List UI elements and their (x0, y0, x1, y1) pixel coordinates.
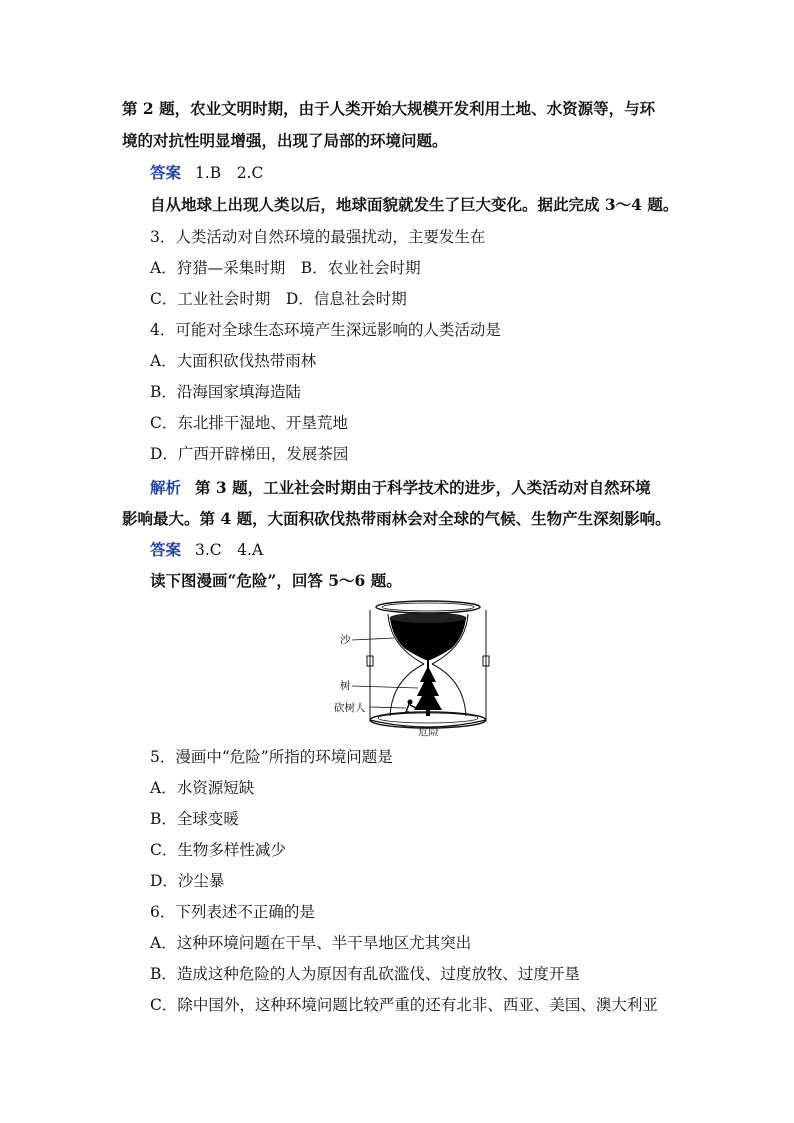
question-4-option-b: B．沿海国家填海造陆 (150, 383, 301, 401)
label-tree-cutter: 砍树人 (334, 702, 366, 714)
question-5-option-a: A．水资源短缺 (150, 779, 255, 797)
figure-caption: 危险 (418, 726, 439, 738)
label-tree: 树 (340, 680, 351, 692)
answer-text: 3.C 4.A (195, 541, 264, 559)
question-4-option-c: C．东北排干湿地、开垦荒地 (150, 414, 348, 432)
question-6: 6．下列表述不正确的是 (150, 903, 315, 921)
analysis-text: 第 3 题，工业社会时期由于科学技术的进步，人类活动对自然环境 (195, 478, 651, 497)
intro-questions-5-6: 读下图漫画“危险”，回答 5～6 题。 (150, 571, 402, 590)
answer-label: 答案 (150, 163, 182, 182)
question-6-option-c: C．除中国外，这种环境问题比较严重的还有北非、西亚、美国、澳大利亚 (150, 996, 658, 1014)
explanation-line-1: 第 2 题，农业文明时期，由于人类开始大规模开发利用土地、水资源等，与环 (122, 99, 656, 118)
question-3: 3．人类活动对自然环境的最强扰动，主要发生在 (150, 228, 486, 246)
question-4-option-a: A．大面积砍伐热带雨林 (150, 352, 317, 370)
answer-label: 答案 (150, 540, 182, 559)
answer-text: 1.B 2.C (195, 164, 264, 182)
label-sand: 沙 (340, 634, 351, 646)
question-3-options-cd: C．工业社会时期 D．信息社会时期 (150, 290, 407, 308)
answer-1-2 (150, 162, 706, 184)
question-5-option-c: C．生物多样性减少 (150, 841, 286, 859)
question-4-option-d: D．广西开辟梯田，发展茶园 (150, 445, 349, 463)
answer-3-4 (150, 539, 706, 561)
analysis-label: 解析 (150, 478, 182, 497)
question-5-option-d: D．沙尘暴 (150, 872, 225, 890)
question-5-option-b: B．全球变暖 (150, 810, 239, 828)
explanation-line-2: 境的对抗性明显增强，出现了局部的环境问题。 (122, 131, 448, 150)
hourglass-cartoon (334, 598, 490, 740)
question-3-options-ab: A．狩猎—采集时期 B．农业社会时期 (150, 259, 421, 277)
analysis-line-2: 影响最大。第 4 题，大面积砍伐热带雨林会对全球的气候、生物产生深刻影响。 (122, 509, 671, 528)
question-5: 5．漫画中“危险”所指的环境问题是 (150, 748, 393, 766)
analysis-line-1 (150, 477, 706, 499)
question-6-option-b: B．造成这种危险的人为原因有乱砍滥伐、过度放牧、过度开垦 (150, 965, 580, 983)
question-4: 4．可能对全球生态环境产生深远影响的人类活动是 (150, 321, 501, 339)
intro-questions-3-4: 自从地球上出现人类以后，地球面貌就发生了巨大变化。据此完成 3～4 题。 (150, 195, 679, 214)
question-6-option-a: A．这种环境问题在干旱、半干旱地区尤其突出 (150, 934, 472, 952)
hourglass-illustration (340, 598, 490, 740)
